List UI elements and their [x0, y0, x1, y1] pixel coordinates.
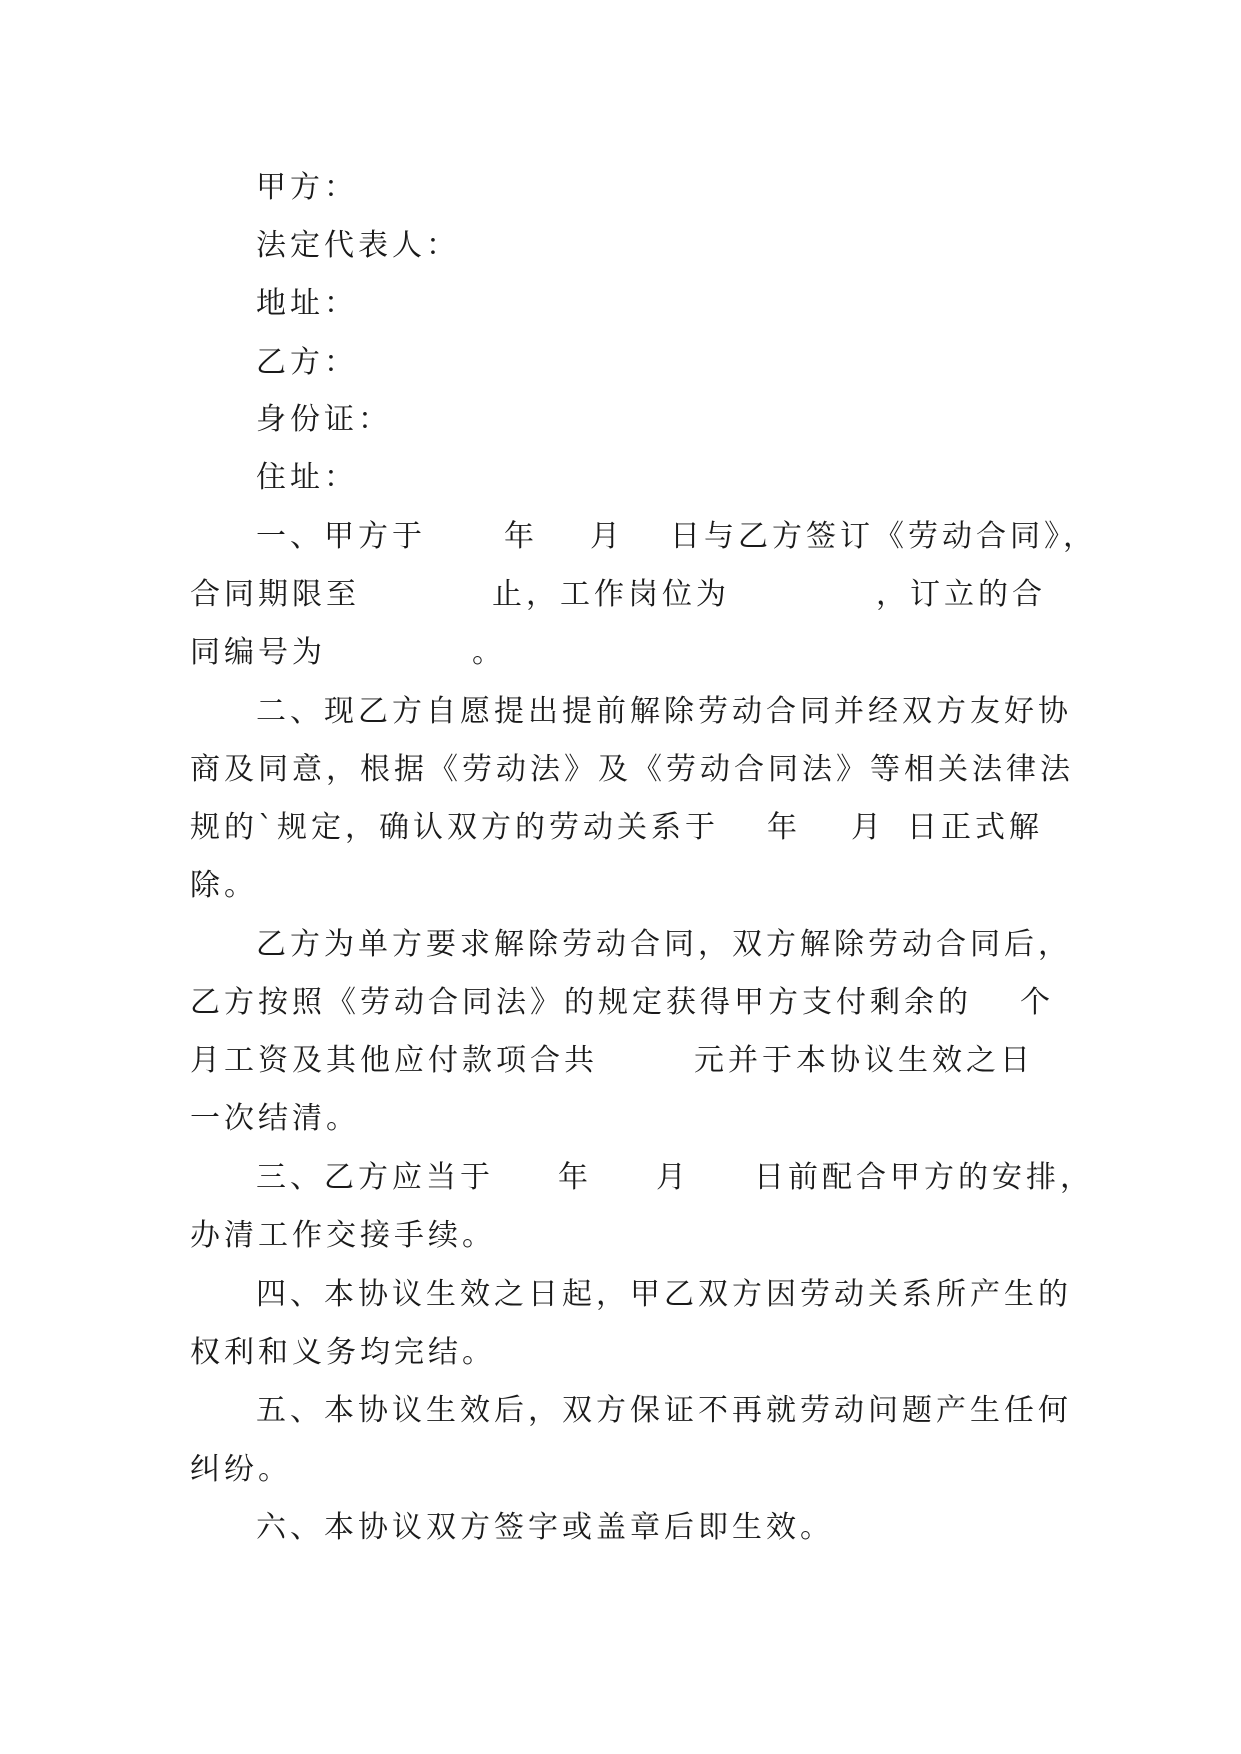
clause-3-line-2: 办清工作交接手续。: [190, 1218, 496, 1253]
clause-1-line-2: 合同期限至 止，工作岗位为 ，订立的合: [190, 577, 1046, 612]
clause-4-line-2: 权利和义务均完结。: [190, 1335, 496, 1370]
party-b-field: 乙方：: [256, 345, 358, 380]
clause-4-line-1: 四、本协议生效之日起，甲乙双方因劳动关系所产生的: [256, 1277, 1072, 1312]
clause-2b-line-3: 月工资及其他应付款项合共 元并于本协议生效之日: [190, 1043, 1034, 1078]
clause-2b-line-2: 乙方按照《劳动合同法》的规定获得甲方支付剩余的 个: [190, 985, 1054, 1020]
clause-5-line-1: 五、本协议生效后，双方保证不再就劳动问题产生任何: [256, 1393, 1072, 1428]
clause-1-line-3: 同编号为 。: [190, 635, 506, 670]
legal-representative-field: 法定代表人：: [256, 228, 460, 263]
clause-2b-line-1: 乙方为单方要求解除劳动合同，双方解除劳动合同后，: [256, 927, 1072, 962]
clause-2-line-3: 规的`规定，确认双方的劳动关系于 年 月 日正式解: [190, 810, 1043, 845]
clause-3-line-1: 三、乙方应当于 年 月 日前配合甲方的安排，: [256, 1160, 1094, 1195]
address-field: 地址：: [256, 286, 358, 321]
id-card-field: 身份证：: [256, 402, 392, 437]
clause-6-line-1: 六、本协议双方签字或盖章后即生效。: [256, 1510, 834, 1545]
clause-2-line-1: 二、现乙方自愿提出提前解除劳动合同并经双方友好协: [256, 694, 1072, 729]
clause-2b-line-4: 一次结清。: [190, 1101, 360, 1136]
clause-5-line-2: 纠纷。: [190, 1452, 292, 1487]
clause-2-line-2: 商及同意，根据《劳动法》及《劳动合同法》等相关法律法: [190, 752, 1074, 787]
clause-1-line-1: 一、甲方于 年 月 日与乙方签订《劳动合同》，: [256, 519, 1097, 554]
party-a-field: 甲方：: [256, 170, 358, 205]
residence-field: 住址：: [256, 460, 358, 495]
clause-2-line-4: 除。: [190, 868, 258, 903]
